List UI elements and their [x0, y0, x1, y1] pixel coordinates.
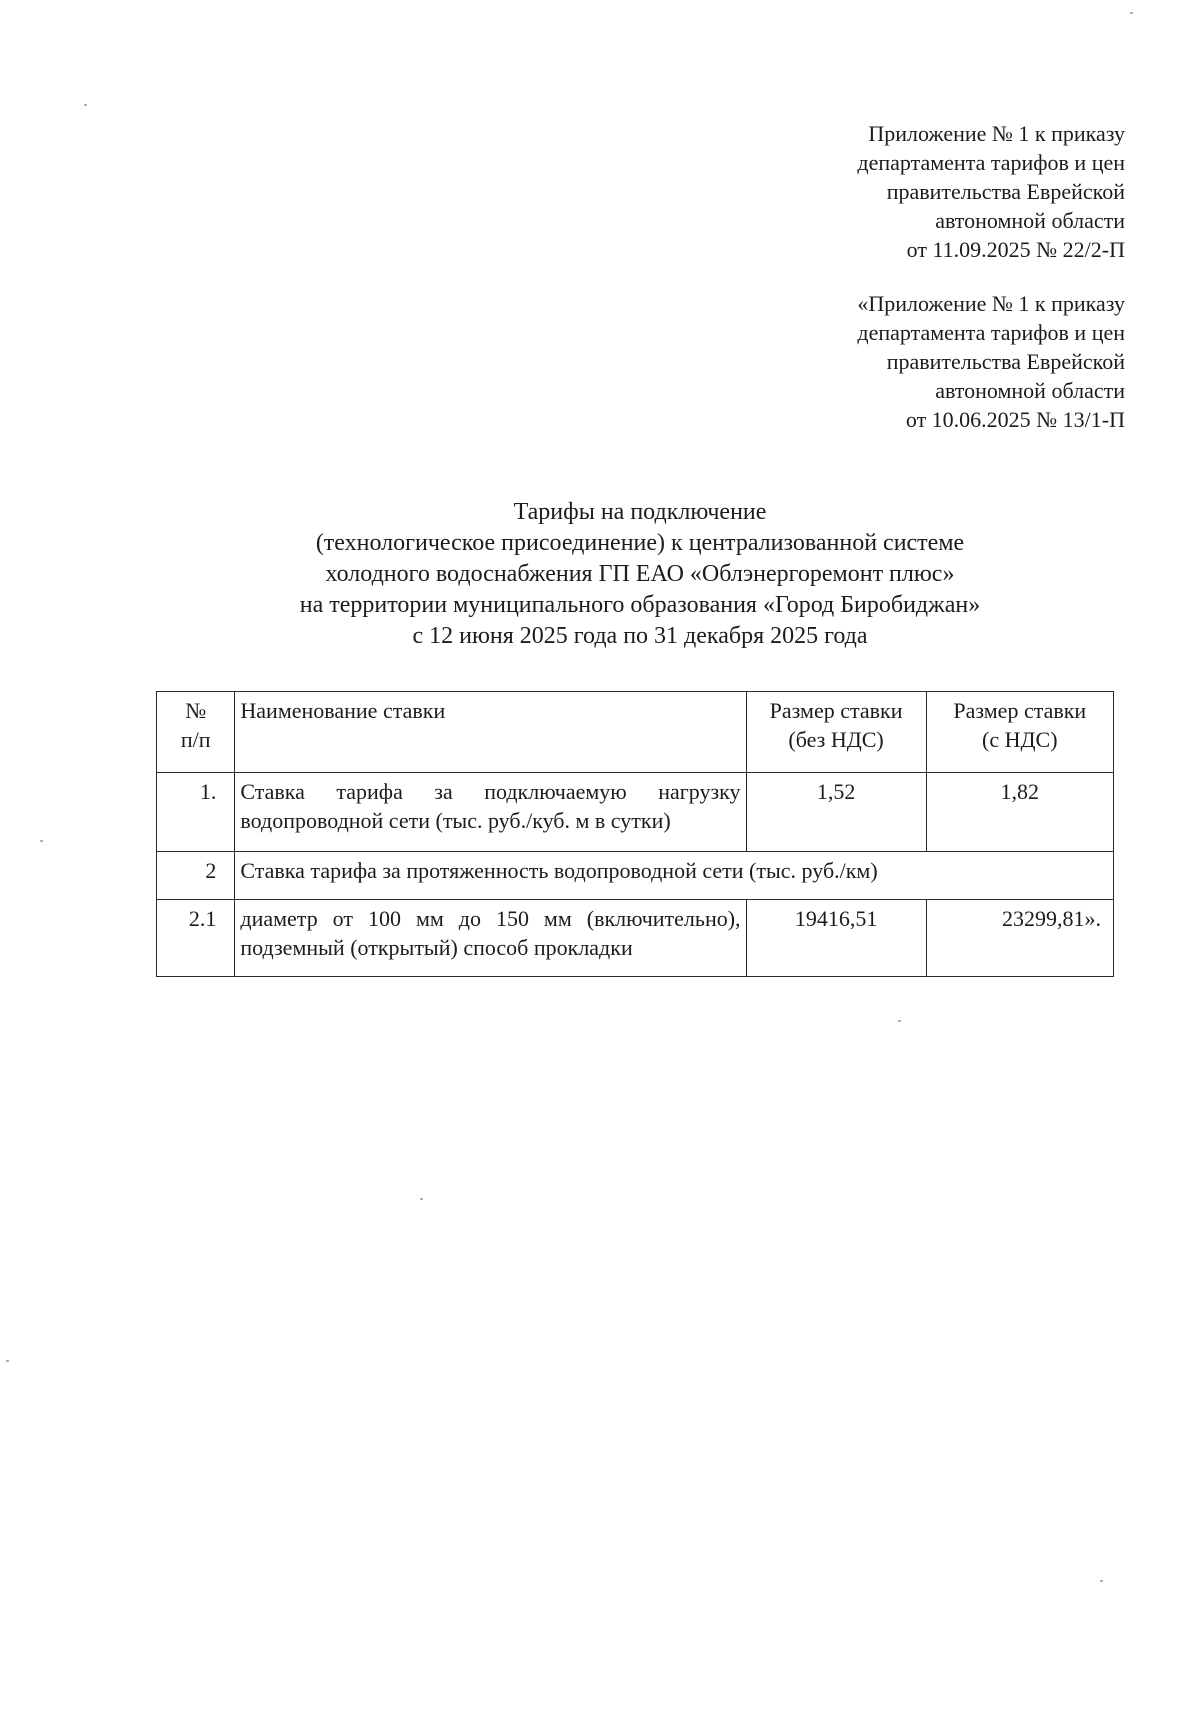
header-num-symbol: № — [185, 698, 207, 723]
table-header-row — [157, 692, 1114, 773]
scan-speck — [1130, 12, 1133, 14]
title-period: с 12 июня 2025 года по 31 декабря 2025 года — [412, 623, 868, 649]
annex-line: департамента тарифов и цен — [857, 320, 1125, 345]
table-row — [157, 900, 1114, 977]
tariff-table — [156, 691, 1114, 977]
row-rate-vat: 1,82 — [926, 773, 1113, 852]
header-rate-qualifier: (без НДС) — [788, 727, 884, 752]
title-line: холодного водоснабжения ГП ЕАО «Облэнергоремонт плюс» — [325, 561, 955, 587]
header-rate-qualifier: (с НДС) — [982, 727, 1058, 752]
row-rate-no-vat: 19416,51 — [746, 900, 926, 977]
title-line: (технологическое присоединение) к централизованной системе — [315, 530, 965, 556]
row-num: 2 — [157, 852, 235, 900]
row-name: Ставка тарифа за подключаемую нагрузку водопроводной сети (тыс. руб./куб. м в сутки) — [235, 773, 746, 852]
document-title — [0, 497, 1200, 652]
row-num: 2.1 — [157, 900, 235, 977]
annex-line: Приложение № 1 к приказу — [868, 121, 1125, 146]
row-rate-no-vat: 1,52 — [746, 773, 926, 852]
annex-reference-current — [857, 119, 1125, 264]
scan-speck — [898, 1020, 901, 1022]
annex-line: «Приложение № 1 к приказу — [857, 291, 1125, 316]
scan-speck — [420, 1198, 423, 1200]
header-rate-label: Размер ставки — [769, 698, 903, 723]
table-row — [157, 773, 1114, 852]
annex-line: автономной области — [935, 378, 1125, 403]
scan-speck — [84, 104, 87, 106]
header-name-label: Наименование ставки — [240, 698, 446, 723]
annex-date-number: от 10.06.2025 № 13/1-П — [905, 407, 1125, 432]
scan-speck — [1100, 1580, 1103, 1582]
header-rate-vat — [926, 692, 1113, 773]
row-name: диаметр от 100 мм до 150 мм (включительно), подземный (открытый) способ прокладки — [235, 900, 746, 977]
annex-line: правительства Еврейской — [886, 179, 1125, 204]
annex-line: автономной области — [935, 208, 1125, 233]
scan-speck — [6, 1360, 9, 1362]
annex-date-number: от 11.09.2025 № 22/2-П — [906, 237, 1125, 262]
header-rate-no-vat — [746, 692, 926, 773]
header-name — [235, 692, 746, 773]
row-name: Ставка тарифа за протяженность водопроводной сети (тыс. руб./км) — [235, 852, 1114, 900]
table-row — [157, 852, 1114, 900]
title-line: на территории муниципального образования «Город Биробиджан» — [299, 592, 981, 618]
title-line: Тарифы на подключение — [513, 499, 767, 525]
header-num — [157, 692, 235, 773]
annex-reference-previous — [857, 289, 1125, 434]
row-num: 1. — [157, 773, 235, 852]
header-num-label: п/п — [180, 727, 211, 752]
header-rate-label: Размер ставки — [953, 698, 1087, 723]
annex-line: правительства Еврейской — [886, 349, 1125, 374]
scan-speck — [40, 840, 43, 842]
annex-line: департамента тарифов и цен — [857, 150, 1125, 175]
row-rate-vat: 23299,81». — [926, 900, 1113, 977]
